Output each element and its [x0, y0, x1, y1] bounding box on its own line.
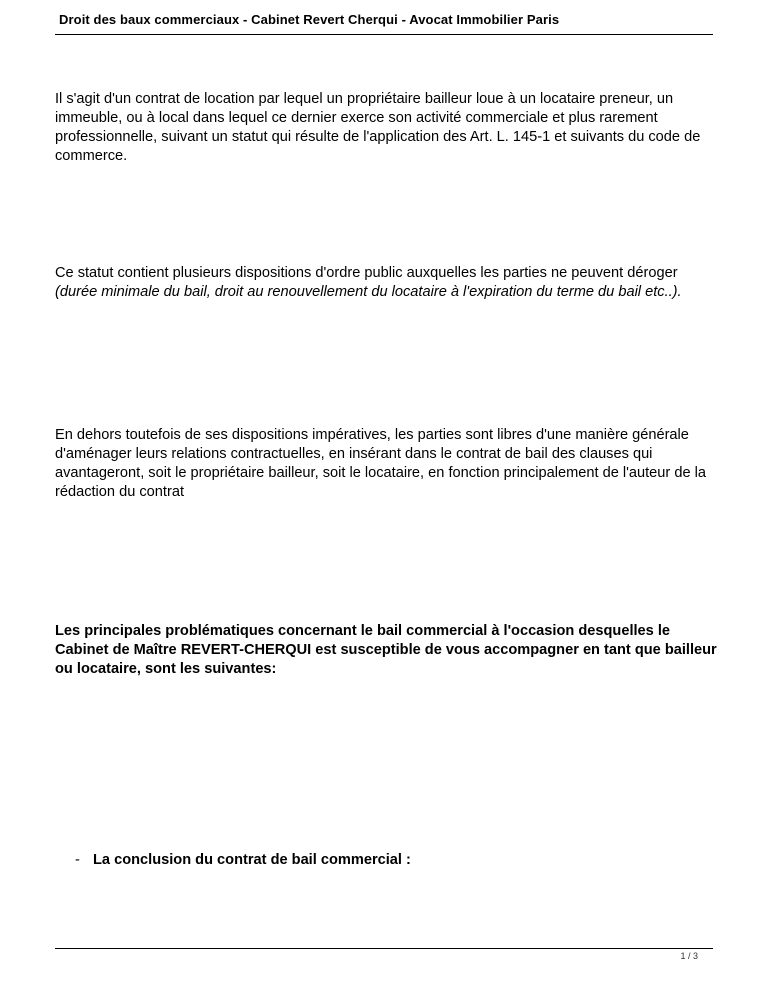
paragraph-public-order	[55, 264, 720, 302]
page-header-title: Droit des baux commerciaux - Cabinet Revert Cherqui - Avocat Immobilier Paris	[59, 12, 560, 27]
paragraph-public-order-text: Ce statut contient plusieurs dispositions d'ordre public auxquelles les parties ne peuvent déroger	[55, 265, 678, 281]
page-number: 1 / 3	[680, 951, 698, 961]
list-item-conclusion	[75, 851, 411, 870]
header-divider	[55, 34, 713, 35]
paragraph-definition: Il s'agit d'un contrat de location par lequel un propriétaire bailleur loue à un locataire preneur, un immeuble, ou à local dans lequel ce dernier exerce son activité commerciale et plus rarement professionnelle, suivant un statut qui résulte de l'application des Art. L. 145-1 et suivants du code de commerce.	[55, 91, 701, 164]
list-item-conclusion-label: La conclusion du contrat de bail commercial :	[93, 852, 411, 868]
list-bullet-dash: -	[75, 852, 80, 868]
paragraph-main-issues: Les principales problématiques concernant le bail commercial à l'occasion desquelles le Cabinet de Maître REVERT-CHERQUI est susceptible de vous accompagner en tant que bailleur ou locataire, sont les suivantes:	[55, 623, 717, 677]
paragraph-contract-freedom: En dehors toutefois de ses dispositions impératives, les parties sont libres d'une manière générale d'aménager leurs relations contractuelles, en insérant dans le contrat de bail des clauses qui avantageront, soit le propriétaire bailleur, soit le locataire, en fonction principalement de l'auteur de la rédaction du contrat	[55, 427, 706, 500]
paragraph-public-order-examples: (durée minimale du bail, droit au renouvellement du locataire à l'expiration du terme du bail etc..).	[55, 284, 682, 300]
footer-divider	[55, 948, 713, 949]
